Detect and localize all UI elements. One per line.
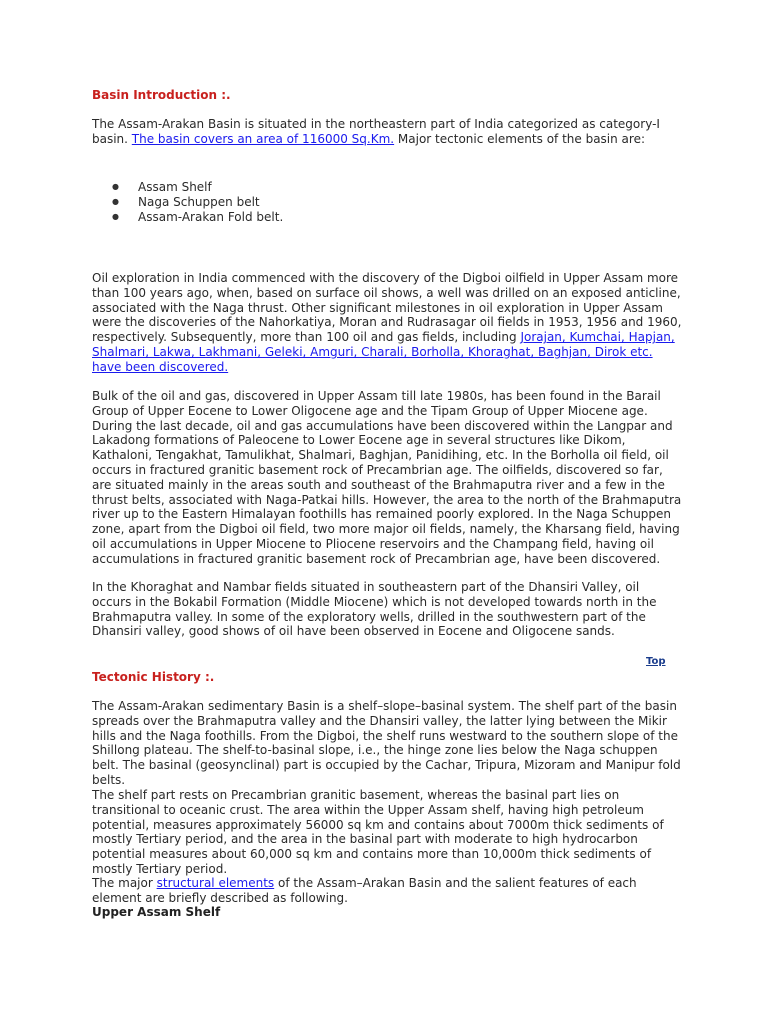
basin-intro-paragraph-1: The Assam-Arakan Basin is situated in the northeastern part of India categorized as category-I basin. The basin covers an area of 116000 Sq.Km. Major tectonic elements of the basin are: <box>92 117 660 146</box>
tectonic-paragraph-2: The shelf part rests on Precambrian granitic basement, whereas the basinal part lies on transitional to oceanic crust. The area within the Upper Assam shelf, having high petroleum potential, measures approximately 56000 sq km and contains about 7000m thick sediments of mostly Tertiary period, and the area in the basinal part with moderate to high hydrocarbon potential measures about 60,000 sq km and contains more than 10,000m thick sediments of mostly Tertiary period. <box>92 788 664 876</box>
basin-intro-paragraph-3: Bulk of the oil and gas, discovered in Upper Assam till late 1980s, has been found in the Barail Group of Upper Eocene to Lower Oligocene age and the Tipam Group of Upper Miocene age. During the last decade, oil and gas accumulations have been discovered within the Langpar and Lakadong formations of Paleocene to Lower Eocene age in several structures like Dikom, Kathaloni, Tengakhat, Tamulikhat, Shalmari, Baghjan, Panidihing, etc. In the Borholla oil field, oil occurs in fractured granitic basement rock of Precambrian age. The oilfields, discovered so far, are situated mainly in the areas south and southeast of the Brahmaputra river and a few in the thrust belts, associated with Naga-Patkai hills. However, the area to the north of the Brahmaputra river up to the Eastern Himalayan foothills has remained poorly explored. In the Naga Schuppen zone, apart from the Digboi oil field, two more major oil fields, namely, the Kharsang field, having oil accumulations in Upper Miocene to Pliocene reservoirs and the Champang field, having oil accumulations in fractured granitic basement rock of Precambrian age, have been discovered. <box>92 389 682 566</box>
tectonic-paragraph-3: The major structural elements of the Assam–Arakan Basin and the salient features of each element are briefly described as following. <box>92 876 637 905</box>
tectonic-history-heading: Tectonic History :. <box>92 670 215 684</box>
upper-assam-shelf-subheading: Upper Assam Shelf <box>92 905 221 919</box>
basin-area-link[interactable]: The basin covers an area of 116000 Sq.Km. <box>131 131 395 146</box>
list-item: ● Assam Shelf <box>112 180 283 195</box>
back-to-top-link[interactable]: Top <box>646 656 666 667</box>
tectonic-paragraph-1: The Assam-Arakan sedimentary Basin is a shelf–slope–basinal system. The shelf part of the basin spreads over the Brahmaputra valley and the Dhansiri valley, the latter lying between the Mikir hills and the Naga foothills. From the Digboi, the shelf runs westward to the southern slope of the Shillong plateau. The shelf-to-basinal slope, i.e., the hinge zone lies below the Naga schuppen belt. The basinal (geosynclinal) part is occupied by the Cachar, Tripura, Mizoram and Manipur fold belts. <box>92 699 681 787</box>
oil-fields-link[interactable]: Jorajan, Kumchai, Hapjan, Shalmari, Lakwa, Lakhmani, Geleki, Amguri, Charali, Borholla, Khoraghat, Baghjan, Dirok etc. have been discovered. <box>92 330 675 374</box>
basin-intro-paragraph-4: In the Khoraghat and Nambar fields situated in southeastern part of the Dhansiri Valley, oil occurs in the Bokabil Formation (Middle Miocene) which is not developed towards north in the Brahmaputra valley. In some of the exploratory wells, drilled in the southwestern part of the Dhansiri valley, good shows of oil have been observed in Eocene and Oligocene sands. <box>92 580 657 639</box>
basin-introduction-heading: Basin Introduction :. <box>92 88 231 102</box>
structural-elements-link[interactable]: structural elements <box>156 876 275 890</box>
tectonic-elements-list <box>112 180 283 224</box>
list-item: ● Assam-Arakan Fold belt. <box>112 210 283 225</box>
list-item: ● Naga Schuppen belt <box>112 195 283 210</box>
basin-intro-paragraph-2: Oil exploration in India commenced with the discovery of the Digboi oilfield in Upper Assam more than 100 years ago, when, based on surface oil shows, a well was drilled on an exposed anticline, associated with the Naga thrust. Other significant milestones in oil exploration in Upper Assam were the discoveries of the Nahorkatiya, Moran and Rudrasagar oil fields in 1953, 1956 and 1960, respectively. Subsequently, more than 100 oil and gas fields, including Jorajan, Kumchai, Hapjan, Shalmari, Lakwa, Lakhmani, Geleki, Amguri, Charali, Borholla, Khoraghat, Baghjan, Dirok etc. have been discovered. <box>92 271 682 374</box>
